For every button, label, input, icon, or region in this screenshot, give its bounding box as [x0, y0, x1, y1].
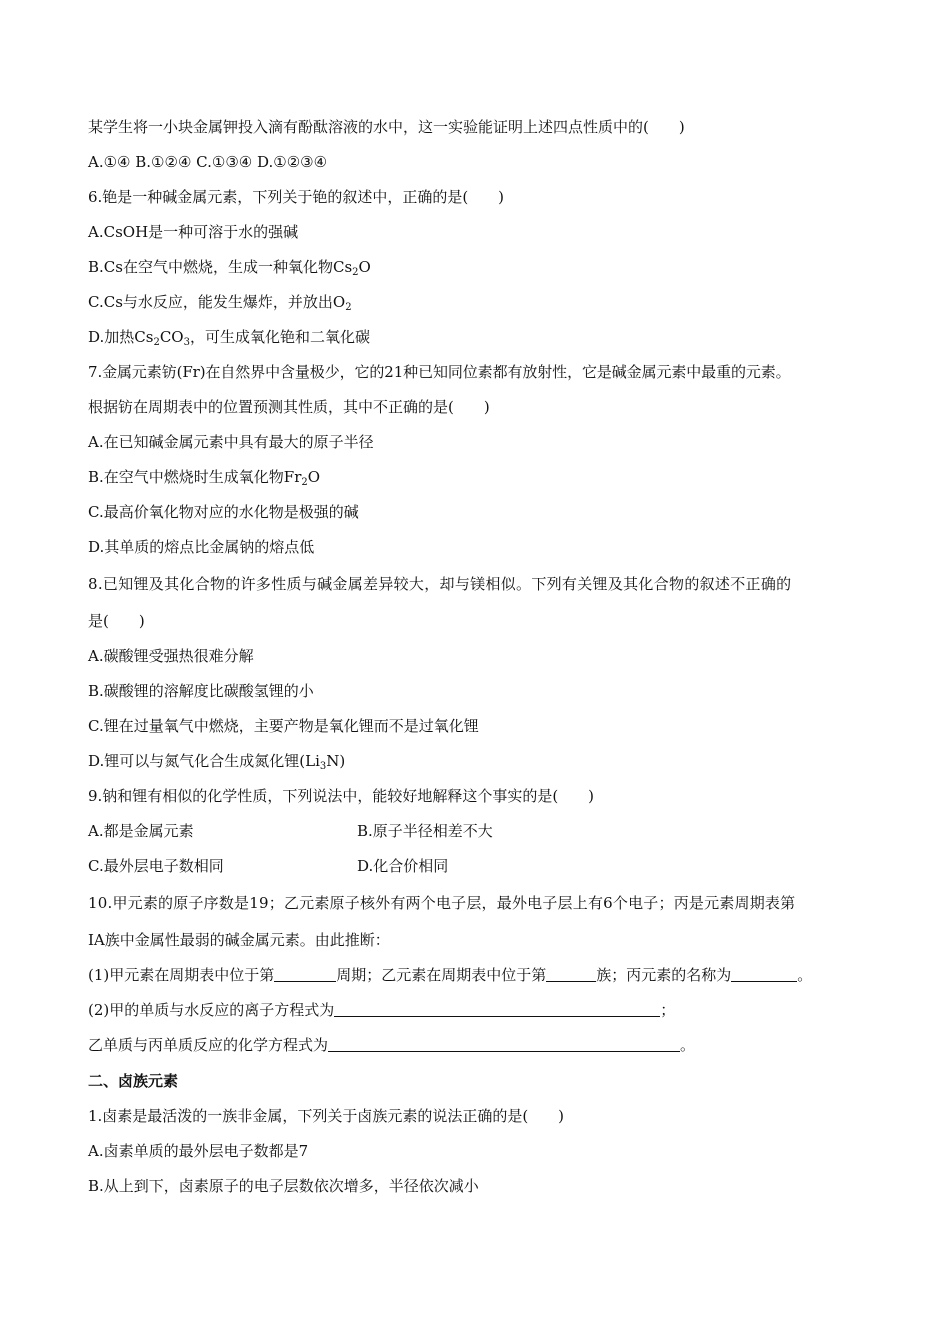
q9-options-row1	[88, 821, 788, 841]
answer-blank-chemical-equation[interactable]	[328, 1037, 680, 1052]
q10-part2: (2)甲的单质与水反应的离子方程式为 ；	[88, 1001, 676, 1019]
q6-option-b: B.Cs在空气中燃烧，生成一种氧化物$Cs_2O$	[88, 258, 371, 278]
q10-stem-line1: 10.甲元素的原子序数是19；乙元素原子核外有两个电子层，最外电子层上有6个电子；丙是元素周期表第	[88, 894, 796, 912]
q7-option-a: A.在已知碱金属元素中具有最大的原子半径	[88, 433, 374, 451]
q6-stem: 6.铯是一种碱金属元素，下列关于铯的叙述中，正确的是( )	[88, 188, 505, 206]
q9-option-a: A.都是金属元素	[88, 822, 194, 840]
q9-stem: 9.钠和锂有相似的化学性质，下列说法中，能较好地解释这个事实的是( )	[88, 787, 595, 805]
q8-option-d: D.锂可以与氮气化合生成氮化锂$(Li_3N)$	[88, 752, 346, 772]
q7-option-c: C.最高价氧化物对应的水化物是极强的碱	[88, 503, 359, 521]
answer-blank-group[interactable]	[546, 967, 596, 982]
s2-q1-option-a: A.卤素单质的最外层电子数都是7	[88, 1142, 309, 1160]
s2-q1-stem: 1.卤素是最活泼的一族非金属，下列关于卤族元素的说法正确的是( )	[88, 1107, 565, 1125]
answer-blank-element-name[interactable]	[731, 967, 797, 982]
answer-blank-period[interactable]	[274, 967, 336, 982]
q9-options-row2	[88, 856, 788, 876]
section-heading-halogens: 二、卤族元素	[88, 1072, 179, 1090]
q6-option-c: C.Cs与水反应，能发生爆炸，并放出$O_2$	[88, 293, 352, 313]
q10-stem-line2: ⅠA族中金属性最弱的碱金属元素。由此推断：	[88, 931, 390, 949]
q5-options: A.①④ B.①②④ C.①③④ D.①②③④	[88, 153, 328, 171]
q8-stem-line2: 是( )	[88, 612, 145, 630]
s2-q1-option-b: B.从上到下，卤素原子的电子层数依次增多，半径依次减小	[88, 1177, 479, 1195]
q6-option-d: D.加热$Cs_2CO_3$，可生成氧化铯和二氧化碳	[88, 328, 370, 348]
q8-stem-line1: 8.已知锂及其化合物的许多性质与碱金属差异较大，却与镁相似。下列有关锂及其化合物的叙述不正确的	[88, 575, 792, 593]
q10-part1: (1)甲元素在周期表中位于第 周期；乙元素在周期表中位于第 族；丙元素的名称为 。	[88, 966, 813, 984]
q7-stem-line2: 根据钫在周期表中的位置预测其性质，其中不正确的是( )	[88, 398, 490, 416]
q6-option-a: A.CsOH是一种可溶于水的强碱	[88, 223, 299, 241]
q5-stem: 某学生将一小块金属钾投入滴有酚酞溶液的水中，这一实验能证明上述四点性质中的( )	[88, 118, 685, 136]
q7-option-d: D.其单质的熔点比金属钠的熔点低	[88, 538, 315, 556]
q8-option-c: C.锂在过量氧气中燃烧，主要产物是氧化锂而不是过氧化锂	[88, 717, 479, 735]
q10-part3: 乙单质与丙单质反应的化学方程式为 。	[88, 1036, 696, 1054]
answer-blank-ionic-equation[interactable]	[334, 1002, 660, 1017]
q9-option-b: B.原子半径相差不大	[357, 822, 493, 840]
q8-option-b: B.碳酸锂的溶解度比碳酸氢锂的小	[88, 682, 314, 700]
q9-option-d: D.化合价相同	[357, 857, 449, 875]
q8-option-a: A.碳酸锂受强热很难分解	[88, 647, 254, 665]
q7-stem-line1: 7.金属元素钫(Fr)在自然界中含量极少，它的21种已知同位素都有放射性，它是碱金属元素中最重的元素。	[88, 363, 791, 381]
q9-option-c: C.最外层电子数相同	[88, 857, 224, 875]
q7-option-b: B.在空气中燃烧时生成氧化物$Fr_2O$	[88, 468, 321, 488]
